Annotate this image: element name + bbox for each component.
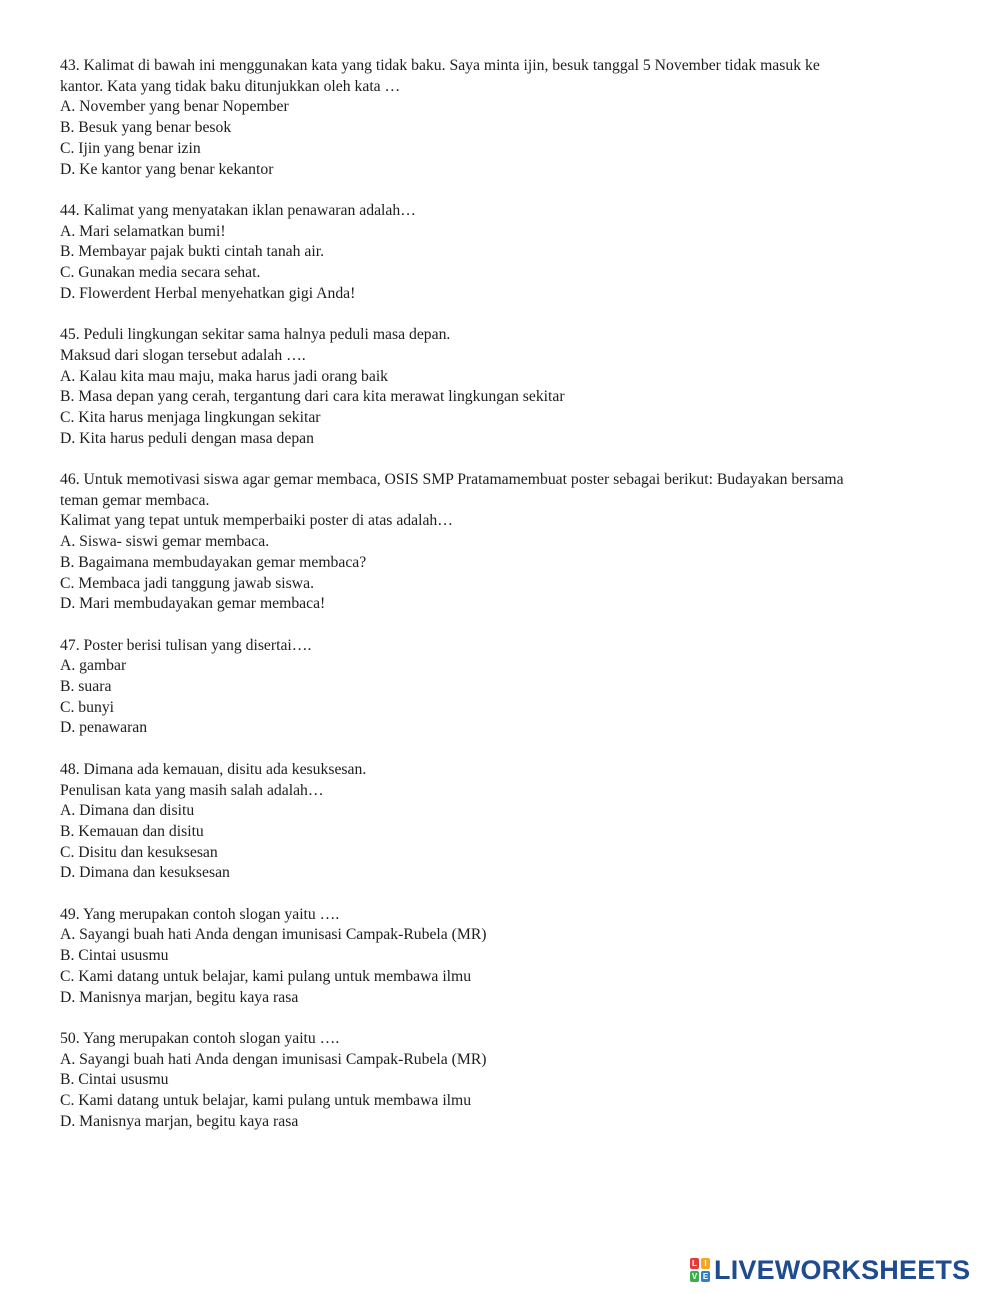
answer-option: D. Manisnya marjan, begitu kaya rasa [60,1112,299,1130]
answer-option: C. Disitu dan kesuksesan [60,843,218,861]
answer-option: C. Kami datang untuk belajar, kami pulang untuk membawa ilmu [60,967,472,985]
question-text: 47. Poster berisi tulisan yang disertai…. [60,636,312,654]
logo-icon-tile: L [690,1258,699,1269]
answer-option: C. Kami datang untuk belajar, kami pulang untuk membawa ilmu [60,1092,472,1110]
answer-option: B. Besuk yang benar besok [60,119,232,137]
question-block [60,201,965,305]
answer-option: B. Cintai ususmu [60,947,169,965]
answer-option: B. Masa depan yang cerah, tergantung dari cara kita merawat lingkungan sekitar [60,388,565,406]
answer-option: B. Membayar pajak bukti cintah tanah air. [60,243,324,261]
answer-option: B. Bagaimana membudayakan gemar membaca? [60,553,367,571]
answer-option: B. suara [60,678,112,696]
question-text: 50. Yang merupakan contoh slogan yaitu …. [60,1029,340,1047]
question-text: kantor. Kata yang tidak baku ditunjukkan oleh kata … [60,77,401,95]
question-text: 43. Kalimat di bawah ini menggunakan kata yang tidak baku. Saya minta ijin, besuk tanggal 5 November tidak masuk ke [60,57,820,74]
answer-option: C. Membaca jadi tanggung jawab siswa. [60,574,314,592]
question-block [60,760,965,884]
logo-icon-tile: V [691,1271,698,1281]
answer-option: B. Kemauan dan disitu [60,822,204,840]
question-block [60,1029,965,1133]
question-text: 46. Untuk memotivasi siswa agar gemar membaca, OSIS SMP Pratamamembuat poster sebagai berikut: Budayakan bersama [60,471,844,489]
liveworksheets-icon [690,1258,710,1282]
liveworksheets-logo [690,1253,970,1287]
answer-option: A. Sayangi buah hati Anda dengan imunisasi Campak-Rubela (MR) [60,1050,487,1068]
answer-option: A. Dimana dan disitu [60,802,195,820]
answer-option: A. gambar [60,657,127,675]
logo-text: LIVEWORKSHEETS [714,1254,971,1285]
question-block [60,636,965,740]
answer-option: D. Ke kantor yang benar kekantor [60,160,274,178]
answer-option: A. Kalau kita mau maju, maka harus jadi orang baik [60,367,389,385]
answer-option: D. Mari membudayakan gemar membaca! [60,595,326,613]
question-text: 45. Peduli lingkungan sekitar sama halnya peduli masa depan. [60,326,451,344]
question-text: Penulisan kata yang masih salah adalah… [60,781,324,799]
question-block [60,905,965,1009]
question-text: Kalimat yang tepat untuk memperbaiki poster di atas adalah… [60,512,453,530]
question-block [60,325,965,449]
question-text: 48. Dimana ada kemauan, disitu ada kesuksesan. [60,760,367,778]
answer-option: A. Siswa- siswi gemar membaca. [60,533,270,551]
question-text: 44. Kalimat yang menyatakan iklan penawaran adalah… [60,201,416,219]
answer-option: D. Flowerdent Herbal menyehatkan gigi Anda! [60,284,356,302]
answer-option: D. Manisnya marjan, begitu kaya rasa [60,988,299,1006]
question-block [60,470,965,615]
answer-option: D. Kita harus peduli dengan masa depan [60,429,314,447]
question-block [60,56,965,180]
answer-option: A. Sayangi buah hati Anda dengan imunisasi Campak-Rubela (MR) [60,926,487,944]
answer-option: C. Kita harus menjaga lingkungan sekitar [60,408,321,426]
answer-option: C. Gunakan media secara sehat. [60,264,261,282]
worksheet-content [60,56,965,1153]
answer-option: B. Cintai ususmu [60,1071,169,1089]
answer-option: C. bunyi [60,698,115,716]
question-text: 49. Yang merupakan contoh slogan yaitu …. [60,905,340,923]
answer-option: C. Ijin yang benar izin [60,139,201,157]
logo-icon-tile: E [702,1271,709,1281]
question-text: teman gemar membaca. [60,491,210,509]
answer-option: A. Mari selamatkan bumi! [60,222,226,240]
logo-icon-tile: I [701,1258,710,1269]
answer-option: A. November yang benar Nopember [60,98,289,116]
answer-option: D. Dimana dan kesuksesan [60,864,230,882]
answer-option: D. penawaran [60,719,148,737]
question-text: Maksud dari slogan tersebut adalah …. [60,346,306,364]
